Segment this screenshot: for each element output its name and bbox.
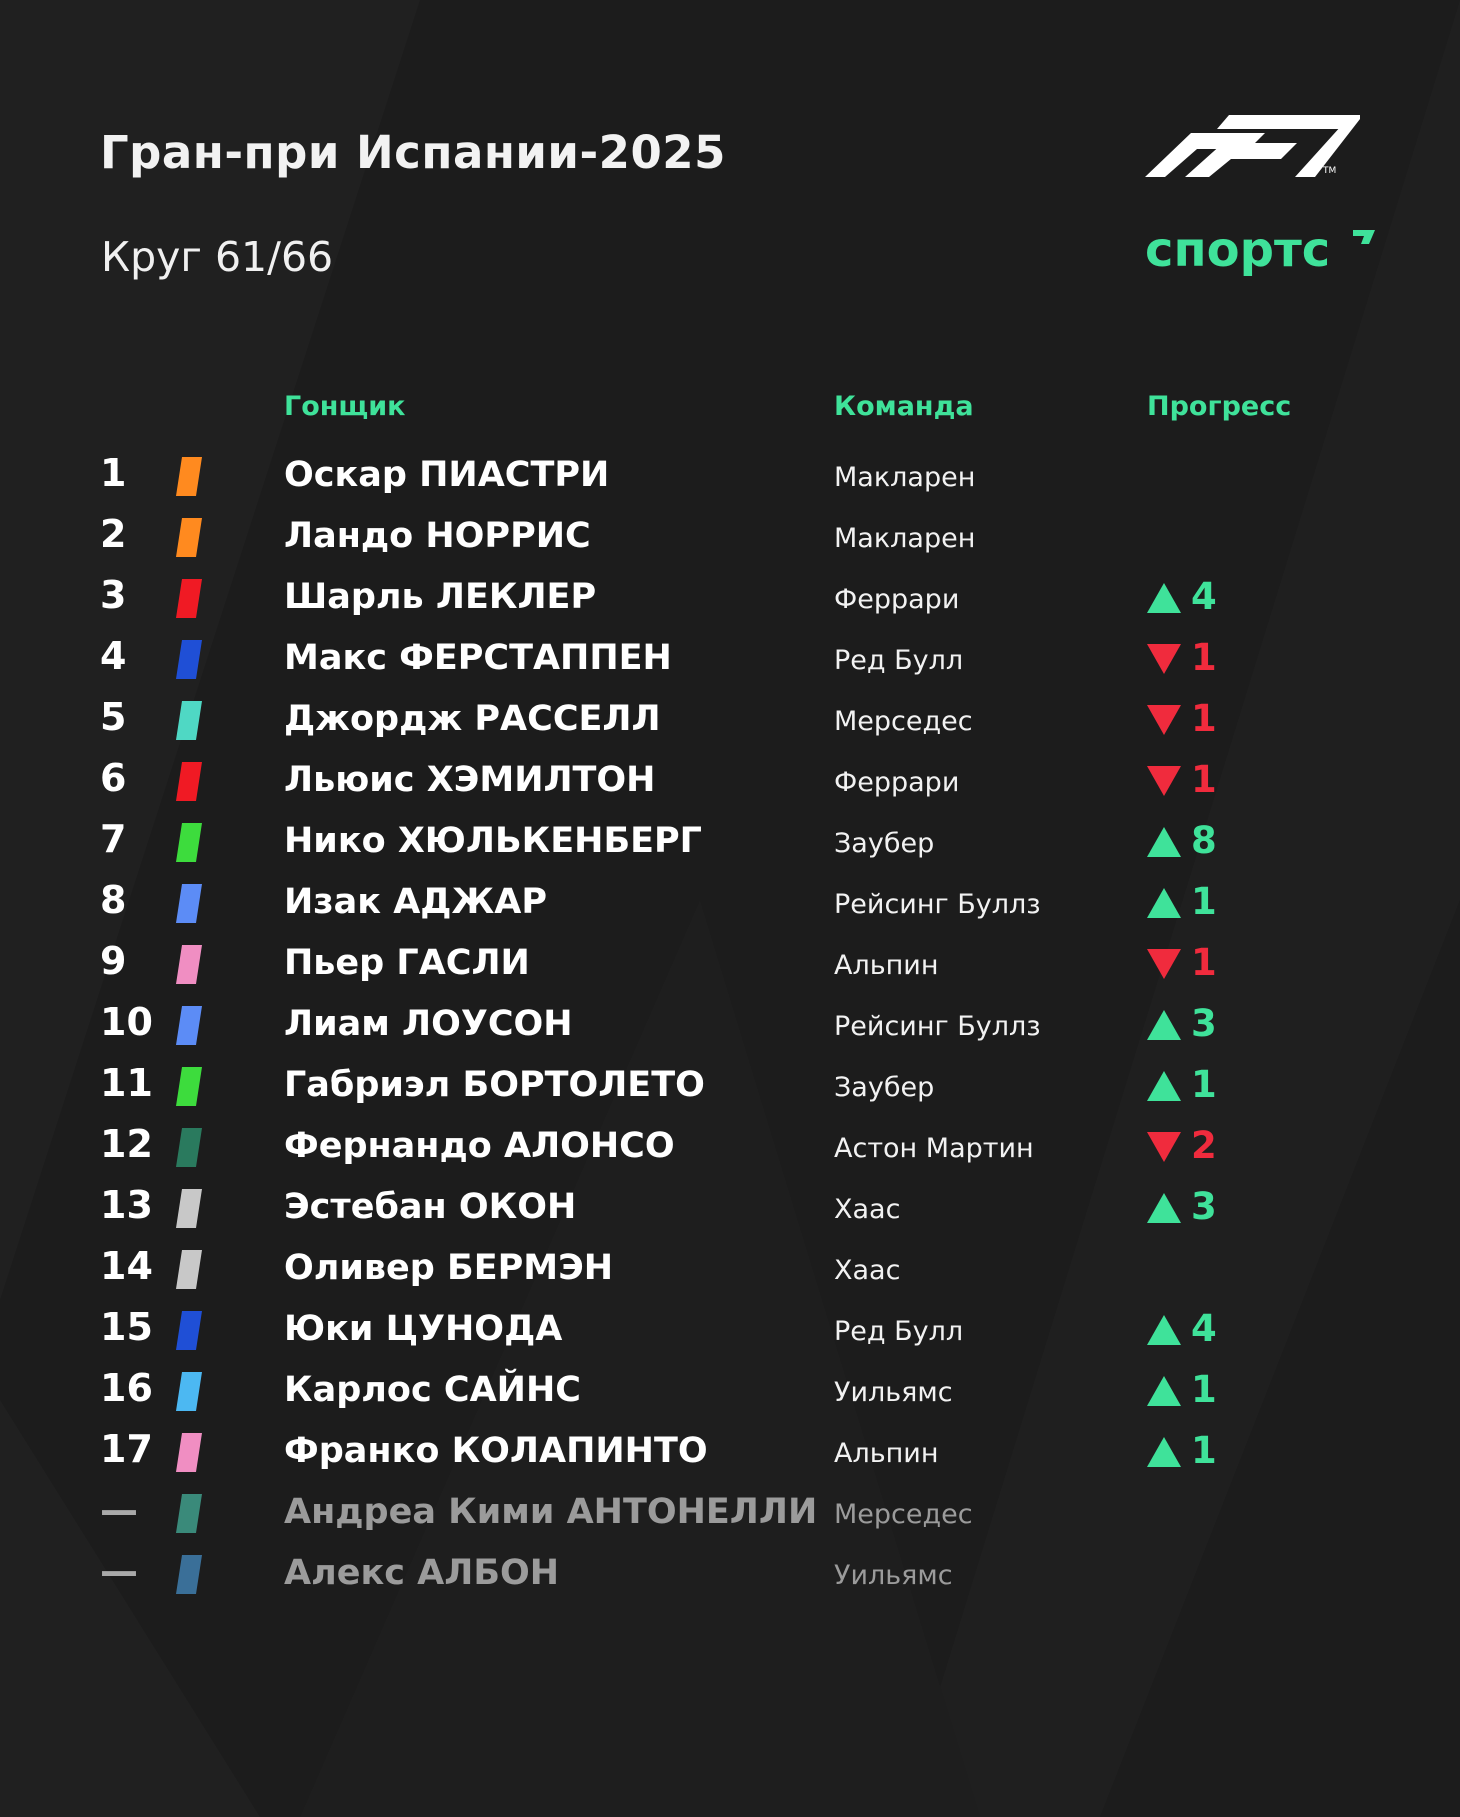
standings-row xyxy=(0,1480,1460,1541)
driver-last-name: ХЮЛЬКЕНБЕРГ xyxy=(397,821,702,861)
driver-name xyxy=(284,882,547,922)
position: — xyxy=(100,1549,138,1593)
team-name: Макларен xyxy=(834,523,976,554)
triangle-up-icon xyxy=(1147,1010,1181,1040)
position-change xyxy=(1147,697,1267,741)
driver-name xyxy=(284,516,591,556)
team-color-stripe xyxy=(176,1494,202,1533)
triangle-up-icon xyxy=(1147,827,1181,857)
triangle-down-icon xyxy=(1147,644,1181,674)
standings-row xyxy=(0,1236,1460,1297)
team-name: Хаас xyxy=(834,1255,901,1286)
position-change-value: 4 xyxy=(1191,1307,1217,1350)
position-change-value: 1 xyxy=(1191,697,1217,740)
driver-first-name: Лиам xyxy=(284,1004,390,1044)
driver-name xyxy=(284,1309,562,1349)
team-name: Феррари xyxy=(834,767,960,798)
team-name: Феррари xyxy=(834,584,960,615)
team-color-shape xyxy=(176,762,202,801)
driver-name xyxy=(284,821,702,861)
driver-name xyxy=(284,760,655,800)
driver-last-name: АЛБОН xyxy=(417,1553,560,1593)
position: 4 xyxy=(100,634,127,678)
position: 10 xyxy=(100,1000,153,1044)
driver-name xyxy=(284,1004,573,1044)
driver-first-name: Ландо xyxy=(284,516,414,556)
team-color-shape xyxy=(176,945,202,984)
standings-row xyxy=(0,1175,1460,1236)
triangle-up-icon xyxy=(1147,1315,1181,1345)
driver-first-name: Макс xyxy=(284,638,387,678)
triangle-up-icon xyxy=(1147,888,1181,918)
team-color-stripe xyxy=(176,945,202,984)
standings-row xyxy=(0,1541,1460,1602)
position: 9 xyxy=(100,939,127,983)
position-change-value: 2 xyxy=(1191,1124,1217,1167)
standings-row xyxy=(0,565,1460,626)
driver-first-name: Алекс xyxy=(284,1553,405,1593)
driver-last-name: ЛОУСОН xyxy=(402,1004,573,1044)
team-color-stripe xyxy=(176,640,202,679)
driver-first-name: Пьер xyxy=(284,943,385,983)
team-color-shape xyxy=(176,1067,202,1106)
driver-last-name: НОРРИС xyxy=(425,516,591,556)
driver-name xyxy=(284,699,661,739)
driver-first-name: Габриэл xyxy=(284,1065,451,1105)
team-color-stripe xyxy=(176,762,202,801)
position-change-value: 1 xyxy=(1191,636,1217,679)
standings-row xyxy=(0,1297,1460,1358)
standings-row xyxy=(0,870,1460,931)
driver-first-name: Джордж xyxy=(284,699,463,739)
position-change-value: 3 xyxy=(1191,1185,1217,1228)
f1-logo xyxy=(1145,115,1360,177)
driver-first-name: Оливер xyxy=(284,1248,435,1288)
team-name: Ред Булл xyxy=(834,645,964,676)
page-title: Гран-при Испании-2025 xyxy=(100,126,726,179)
position-change-value: 1 xyxy=(1191,1429,1217,1472)
position-change xyxy=(1147,819,1267,863)
triangle-up-icon xyxy=(1147,583,1181,613)
driver-last-name: ХЭМИЛТОН xyxy=(426,760,656,800)
team-name: Ред Булл xyxy=(834,1316,964,1347)
position-change xyxy=(1147,758,1267,802)
driver-last-name: САЙНС xyxy=(443,1370,581,1410)
driver-name xyxy=(284,577,596,617)
team-color-shape xyxy=(176,1006,202,1045)
position-change-value: 1 xyxy=(1191,1063,1217,1106)
driver-first-name: Франко xyxy=(284,1431,440,1471)
team-color-shape xyxy=(176,518,202,557)
team-color-shape xyxy=(176,1250,202,1289)
standings-row xyxy=(0,1419,1460,1480)
driver-first-name: Эстебан xyxy=(284,1187,447,1227)
driver-name xyxy=(284,1492,817,1532)
standings-row xyxy=(0,1053,1460,1114)
team-color-stripe xyxy=(176,1555,202,1594)
position: 15 xyxy=(100,1305,153,1349)
team-name: Мерседес xyxy=(834,1499,973,1530)
team-color-shape xyxy=(176,640,202,679)
team-name: Альпин xyxy=(834,950,939,981)
driver-first-name: Фернандо xyxy=(284,1126,492,1166)
position: 5 xyxy=(100,695,127,739)
position: 1 xyxy=(100,451,127,495)
standings-row xyxy=(0,809,1460,870)
driver-first-name: Оскар xyxy=(284,455,407,495)
lap-counter: Круг 61/66 xyxy=(101,233,334,281)
driver-last-name: БЕРМЭН xyxy=(447,1248,614,1288)
driver-last-name: АДЖАР xyxy=(393,882,548,922)
team-color-shape xyxy=(176,1433,202,1472)
driver-name xyxy=(284,1553,559,1593)
driver-name xyxy=(284,638,672,678)
team-color-shape xyxy=(176,1555,202,1594)
position-change-value: 3 xyxy=(1191,1002,1217,1045)
team-color-stripe xyxy=(176,1189,202,1228)
team-color-shape xyxy=(176,1311,202,1350)
driver-first-name: Льюис xyxy=(284,760,415,800)
driver-last-name: ФЕРСТАППЕН xyxy=(399,638,672,678)
position-change xyxy=(1147,1002,1267,1046)
team-color-shape xyxy=(176,1189,202,1228)
driver-name xyxy=(284,943,530,983)
team-color-stripe xyxy=(176,457,202,496)
team-name: Макларен xyxy=(834,462,976,493)
driver-first-name: Нико xyxy=(284,821,386,861)
column-header-team: Команда xyxy=(834,391,974,422)
position: 2 xyxy=(100,512,127,556)
standings-row xyxy=(0,1114,1460,1175)
team-color-stripe xyxy=(176,1067,202,1106)
position-change-value: 1 xyxy=(1191,758,1217,801)
team-color-shape xyxy=(176,457,202,496)
team-color-shape xyxy=(176,884,202,923)
standings-row xyxy=(0,626,1460,687)
triangle-up-icon xyxy=(1147,1376,1181,1406)
team-color-stripe xyxy=(176,579,202,618)
driver-last-name: АНТОНЕЛЛИ xyxy=(566,1492,818,1532)
driver-name xyxy=(284,1126,675,1166)
position: 6 xyxy=(100,756,127,800)
position-change xyxy=(1147,1185,1267,1229)
driver-first-name: Андреа Кими xyxy=(284,1492,555,1532)
team-color-stripe xyxy=(176,518,202,557)
driver-last-name: ОКОН xyxy=(458,1187,577,1227)
triangle-up-icon xyxy=(1147,1437,1181,1467)
standings-row xyxy=(0,1358,1460,1419)
driver-last-name: БОРТОЛЕТО xyxy=(462,1065,705,1105)
driver-name xyxy=(284,1431,708,1471)
standings-row xyxy=(0,931,1460,992)
position: 3 xyxy=(100,573,127,617)
position: 14 xyxy=(100,1244,153,1288)
triangle-down-icon xyxy=(1147,1132,1181,1162)
team-name: Мерседес xyxy=(834,706,973,737)
driver-last-name: АЛОНСО xyxy=(503,1126,675,1166)
position: 7 xyxy=(100,817,127,861)
position: 8 xyxy=(100,878,127,922)
team-color-stripe xyxy=(176,701,202,740)
driver-last-name: ГАСЛИ xyxy=(396,943,530,983)
driver-last-name: ПИАСТРИ xyxy=(419,455,610,495)
team-name: Уильямс xyxy=(834,1377,953,1408)
position-change-value: 8 xyxy=(1191,819,1217,862)
driver-last-name: ЦУНОДА xyxy=(385,1309,563,1349)
standings-row xyxy=(0,748,1460,809)
position-change xyxy=(1147,636,1267,680)
triangle-down-icon xyxy=(1147,766,1181,796)
team-name: Астон Мартин xyxy=(834,1133,1034,1164)
position-change xyxy=(1147,1124,1267,1168)
position-change-value: 1 xyxy=(1191,941,1217,984)
driver-first-name: Юки xyxy=(284,1309,374,1349)
triangle-up-icon xyxy=(1147,1071,1181,1101)
driver-last-name: КОЛАПИНТО xyxy=(451,1431,708,1471)
standings-row xyxy=(0,443,1460,504)
driver-name xyxy=(284,1248,613,1288)
team-color-shape xyxy=(176,1372,202,1411)
position-change xyxy=(1147,1429,1267,1473)
team-name: Хаас xyxy=(834,1194,901,1225)
team-color-stripe xyxy=(176,1433,202,1472)
driver-first-name: Карлос xyxy=(284,1370,432,1410)
team-name: Уильямс xyxy=(834,1560,953,1591)
standings-row xyxy=(0,504,1460,565)
column-header-progress: Прогресс xyxy=(1147,391,1292,422)
team-color-stripe xyxy=(176,884,202,923)
position-change xyxy=(1147,1307,1267,1351)
driver-name xyxy=(284,1187,576,1227)
driver-first-name: Шарль xyxy=(284,577,424,617)
driver-last-name: РАССЕЛЛ xyxy=(474,699,661,739)
position-change xyxy=(1147,941,1267,985)
team-color-shape xyxy=(176,701,202,740)
position-change xyxy=(1147,1063,1267,1107)
position-change-value: 1 xyxy=(1191,880,1217,923)
team-color-stripe xyxy=(176,1006,202,1045)
position: 12 xyxy=(100,1122,153,1166)
team-color-stripe xyxy=(176,1128,202,1167)
sport-logo xyxy=(1145,222,1377,284)
svg-text:спортс: спортс xyxy=(1145,222,1331,278)
team-name: Рейсинг Буллз xyxy=(834,1011,1041,1042)
team-name: Альпин xyxy=(834,1438,939,1469)
team-color-stripe xyxy=(176,1372,202,1411)
position-change xyxy=(1147,1368,1267,1412)
svg-text:TM: TM xyxy=(1323,166,1337,176)
standings-row xyxy=(0,992,1460,1053)
team-color-shape xyxy=(176,823,202,862)
column-header-driver: Гонщик xyxy=(284,391,406,422)
team-name: Заубер xyxy=(834,828,935,859)
standings-list xyxy=(0,443,1460,1602)
triangle-down-icon xyxy=(1147,949,1181,979)
driver-last-name: ЛЕКЛЕР xyxy=(435,577,597,617)
position: — xyxy=(100,1488,138,1532)
team-color-shape xyxy=(176,579,202,618)
driver-name xyxy=(284,455,609,495)
position: 13 xyxy=(100,1183,153,1227)
position: 16 xyxy=(100,1366,153,1410)
team-name: Заубер xyxy=(834,1072,935,1103)
driver-name xyxy=(284,1370,581,1410)
team-color-shape xyxy=(176,1494,202,1533)
team-color-stripe xyxy=(176,1311,202,1350)
triangle-up-icon xyxy=(1147,1193,1181,1223)
team-color-shape xyxy=(176,1128,202,1167)
position-change-value: 4 xyxy=(1191,575,1217,618)
position: 17 xyxy=(100,1427,153,1471)
driver-first-name: Изак xyxy=(284,882,382,922)
team-color-stripe xyxy=(176,1250,202,1289)
triangle-down-icon xyxy=(1147,705,1181,735)
position-change-value: 1 xyxy=(1191,1368,1217,1411)
position-change xyxy=(1147,575,1267,619)
team-color-stripe xyxy=(176,823,202,862)
position-change xyxy=(1147,880,1267,924)
position: 11 xyxy=(100,1061,153,1105)
team-name: Рейсинг Буллз xyxy=(834,889,1041,920)
driver-name xyxy=(284,1065,705,1105)
standings-row xyxy=(0,687,1460,748)
